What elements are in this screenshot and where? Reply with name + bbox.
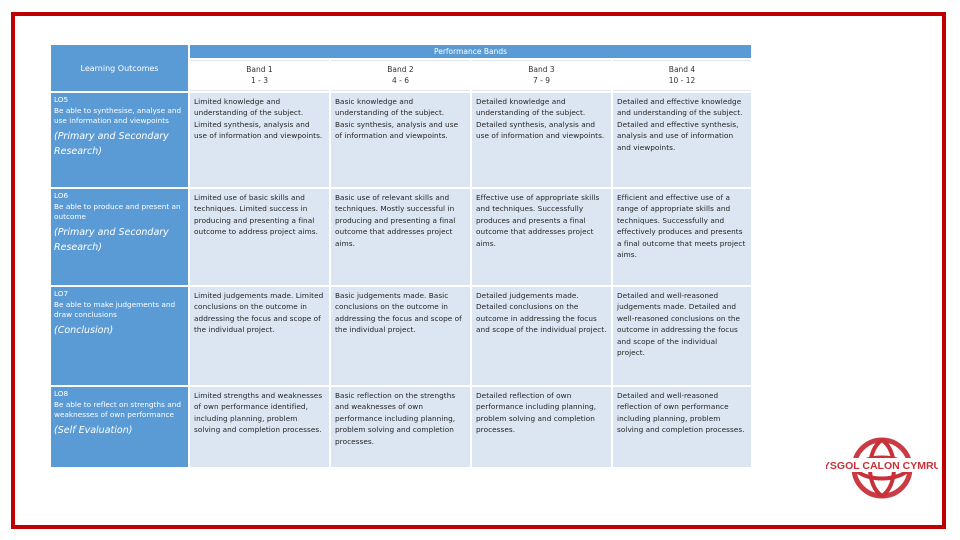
band-descriptor: Detailed and well-reasoned judgements made. Detailed and well-reasoned conclusions on the outcome in addressing the focus and scope of the individual project.	[613, 287, 751, 385]
learning-outcome-cell: LO5 Be able to synthesise, analyse and use information and viewpoints (Primary and Secondary Research)	[51, 93, 188, 187]
band-1-header: Band 1 1 - 3	[190, 60, 329, 91]
band-descriptor: Limited use of basic skills and techniques. Limited success in producing and presenting a final outcome to address project aims.	[190, 189, 329, 285]
learning-outcomes-header: Learning Outcomes	[51, 45, 188, 91]
band-descriptor: Effective use of appropriate skills and techniques. Successfully produces and presents a final outcome that addresses project aims.	[472, 189, 611, 285]
band-descriptor: Detailed reflection of own performance including planning, problem solving and completion processes.	[472, 387, 611, 467]
table-row	[51, 189, 751, 285]
band-descriptor: Detailed and effective knowledge and understanding of the subject. Detailed and effective synthesis, analysis and use of information and viewpoints.	[613, 93, 751, 187]
assessment-rubric-table	[49, 43, 753, 469]
band-2-header: Band 2 4 - 6	[331, 60, 470, 91]
band-descriptor: Detailed and well-reasoned reflection of own performance including planning, problem solving and completion processes.	[613, 387, 751, 467]
school-logo-emblem	[826, 432, 938, 516]
band-descriptor: Limited knowledge and understanding of the subject. Limited synthesis, analysis and use of information and viewpoints.	[190, 93, 329, 187]
band-4-header: Band 4 10 - 12	[613, 60, 751, 91]
learning-outcome-cell: LO8 Be able to reflect on strengths and weaknesses of own performance (Self Evaluation)	[51, 387, 188, 467]
table-row	[51, 387, 751, 467]
school-logo-text: YSGOL CALON CYMRU	[826, 460, 938, 472]
band-descriptor: Basic judgements made. Basic conclusions on the outcome in addressing the focus and scope of the individual project.	[331, 287, 470, 385]
band-descriptor: Detailed knowledge and understanding of the subject. Detailed synthesis, analysis and use of information and viewpoints.	[472, 93, 611, 187]
band-descriptor: Basic knowledge and understanding of the subject. Basic synthesis, analysis and use of information and viewpoints.	[331, 93, 470, 187]
table-row	[51, 287, 751, 385]
learning-outcome-cell: LO7 Be able to make judgements and draw conclusions (Conclusion)	[51, 287, 188, 385]
band-descriptor: Efficient and effective use of a range of appropriate skills and techniques. Successfully and effectively produces and presents a final outcome that meets project aims.	[613, 189, 751, 285]
performance-bands-header: Performance Bands	[190, 45, 751, 58]
school-logo	[826, 432, 938, 516]
band-descriptor: Limited judgements made. Limited conclusions on the outcome in addressing the focus and scope of the individual project.	[190, 287, 329, 385]
band-3-header: Band 3 7 - 9	[472, 60, 611, 91]
band-descriptor: Basic use of relevant skills and techniques. Mostly successful in producing and presenting a final outcome that addresses project aims.	[331, 189, 470, 285]
band-descriptor: Detailed judgements made. Detailed conclusions on the outcome in addressing the focus and scope of the individual project.	[472, 287, 611, 385]
learning-outcome-cell: LO6 Be able to produce and present an outcome (Primary and Secondary Research)	[51, 189, 188, 285]
band-descriptor: Basic reflection on the strengths and weaknesses of own performance including planning, problem solving and completion processes.	[331, 387, 470, 467]
table-row	[51, 93, 751, 187]
band-descriptor: Limited strengths and weaknesses of own performance identified, including planning, problem solving and completion processes.	[190, 387, 329, 467]
